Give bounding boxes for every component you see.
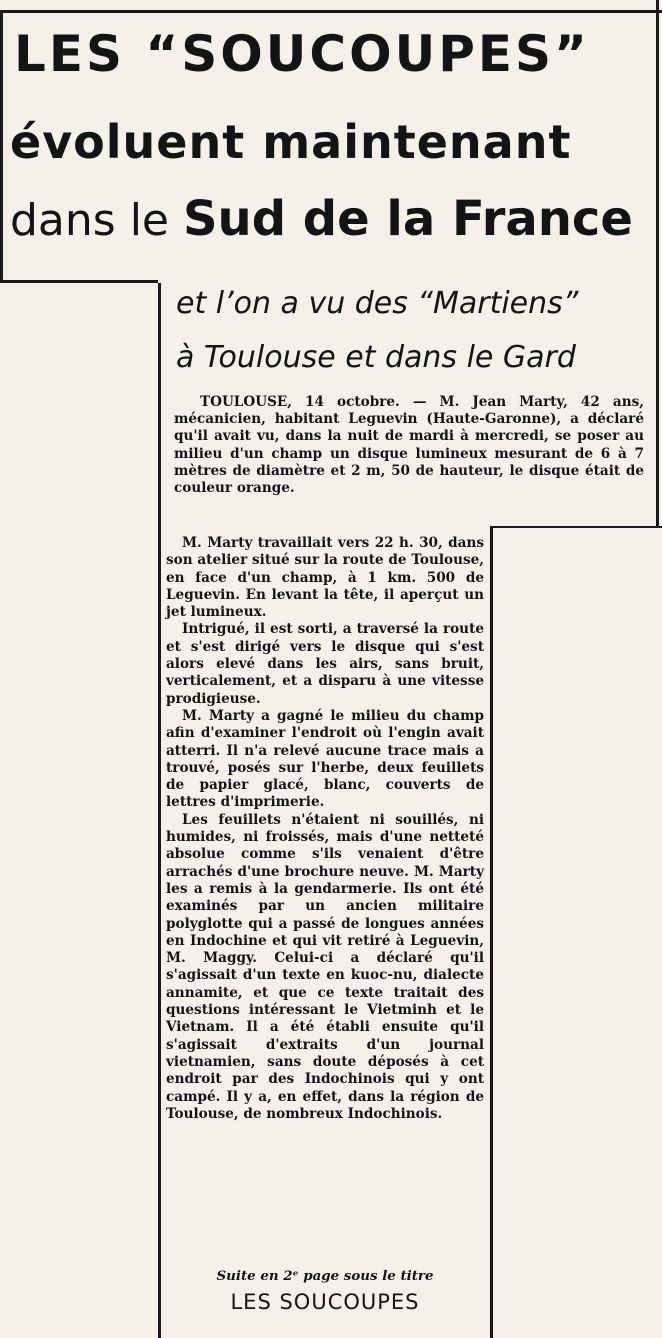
subheadline-line-1: et l’on a vu des “Martiens” xyxy=(176,286,579,321)
headline-line-2: évoluent maintenant xyxy=(10,115,572,169)
headline-line-1: LES “SOUCOUPES” xyxy=(14,25,590,83)
body-paragraph-1: M. Marty travaillait vers 22 h. 30, dans son atelier situé sur la route de Toulouse, en face d'un champ, à 1 km. 500 de Leguevin. En levant la tête, il aperçut un jet lumineux. xyxy=(166,535,484,621)
body-paragraph-4: Les feuillets n'étaient ni souillés, ni humides, ni froissés, mais d'une netteté absolue comme s'ils venaient d'être arrachés d'une brochure neuve. M. Marty les a remis à la gendarmerie. Ils ont été examinés par un ancien militaire polyglotte qui a passé de longues années en Indochine et qui vit retiré à Leguevin, M. Maggy. Celui-ci a déclaré qu'il s'agissait d'un texte en kuoc-nu, dialecte annamite, et que ce texte traitait des questions intéressant le Vietminh et le Vietnam. Il a été établi ensuite qu'il s'agissait d'extraits d'un journal vietnamien, sans doute déposés à cet endroit par des Indochinois qui y ont campé. Il y a, en effet, dans la région de Toulouse, de nombreux Indochinois. xyxy=(166,811,484,1122)
headline-top-rule xyxy=(0,10,662,13)
subheadline-line-2: à Toulouse et dans le Gard xyxy=(176,340,576,375)
headline-line-3 xyxy=(10,184,633,256)
headline-line-3-bold: Sud de la France xyxy=(182,191,633,247)
body-paragraph-2: Intrigué, il est sorti, a traversé la route et s'est dirigé vers le disque qui s'est alors elevé dans les airs, sans bruit, verticalement, et a disparu à une vitesse prodigieuse. xyxy=(166,621,484,707)
body-right-rule xyxy=(490,526,493,1338)
headline-left-rule xyxy=(0,10,3,282)
article-body xyxy=(166,535,484,1123)
subhead-left-rule xyxy=(158,283,161,1338)
body-paragraph-3: M. Marty a gagné le milieu du champ afin d'examiner l'endroit où l'engin avait atterri. Il n'a relevé aucune trace mais a trouvé, posés sur l'herbe, deux feuillets de papier glacé, blanc, couverts de lettres d'imprimerie. xyxy=(166,707,484,811)
right-column-rule xyxy=(656,0,659,526)
continuation-title: LES SOUCOUPES xyxy=(230,1290,420,1314)
headline-bottom-rule xyxy=(0,280,158,283)
headline-line-3-prefix: dans le xyxy=(10,195,183,246)
lead-bottom-rule xyxy=(492,526,662,528)
continuation-note: Suite en 2ᵉ page sous le titre xyxy=(216,1268,434,1284)
lead-paragraph: TOULOUSE, 14 octobre. — M. Jean Marty, 42 ans, mécanicien, habitant Leguevin (Haute-Garonne), a déclaré qu'il avait vu, dans la nuit de mardi à mercredi, se poser au milieu d'un champ un disque lumineux mesurant de 6 à 7 mètres de diamètre et 2 m, 50 de hauteur, le disque était de couleur orange. xyxy=(174,394,644,497)
